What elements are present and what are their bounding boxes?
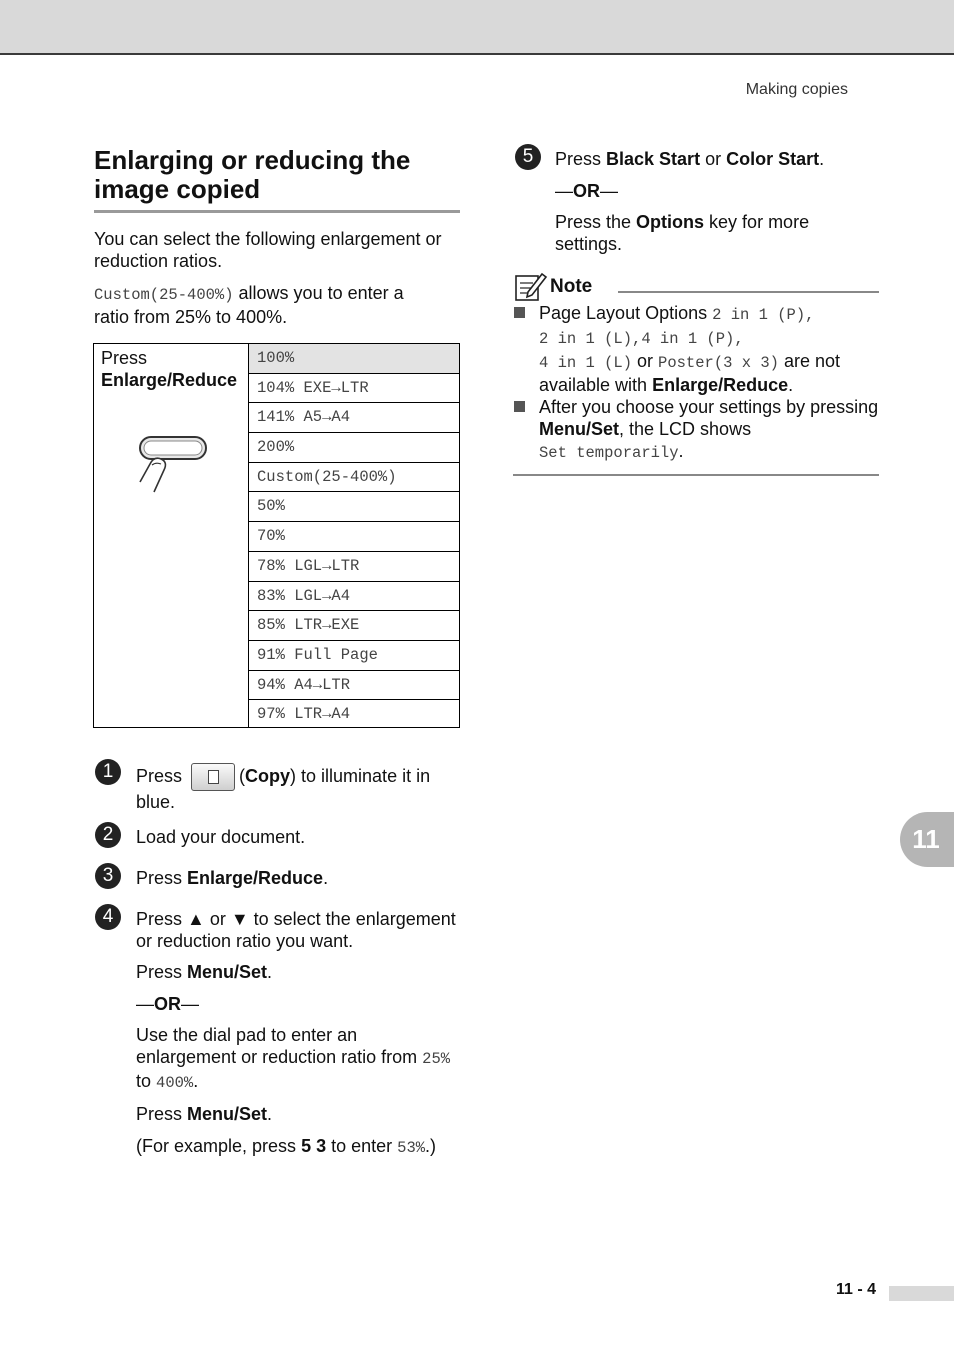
step-4-dial-1: Use the dial pad to enter an: [136, 1025, 358, 1045]
step-4-example: [136, 1135, 466, 1159]
options-text: Press the: [555, 212, 637, 232]
max-ratio: 400%: [156, 1074, 194, 1092]
step-4-press-menu-a: [136, 961, 466, 983]
press-text: Press: [136, 962, 188, 982]
step-1-press: Press: [136, 765, 183, 786]
step-3-text: [136, 867, 328, 889]
step-4-or: [136, 993, 466, 1015]
step-5-text: [555, 148, 875, 255]
custom-text-1: allows you to enter a: [233, 283, 404, 303]
step-4-dial-2: [136, 1046, 466, 1070]
or-text: or: [700, 149, 727, 169]
ratio-option: 94% A4→LTR: [249, 671, 459, 701]
to-text: to: [136, 1071, 157, 1091]
layout-option-code: 2 in 1 (L),4 in 1 (P),: [539, 330, 744, 348]
options-key: Options: [636, 212, 705, 232]
note-pencil-icon: [514, 270, 548, 302]
chapter-tab: 11: [900, 812, 954, 867]
bullet-marker: [514, 401, 525, 412]
or-dash: —: [181, 994, 199, 1014]
example-keys: 5 3: [301, 1136, 327, 1156]
note-bottom-divider: [513, 474, 879, 476]
menu-set-key: Menu/Set: [539, 419, 620, 439]
period: .: [267, 962, 273, 982]
period: .: [193, 1071, 199, 1091]
step-3-end: .: [323, 868, 329, 888]
step-1-rest-2: blue.: [136, 792, 176, 812]
example-end: .): [425, 1136, 437, 1156]
press-label: Press: [101, 348, 148, 368]
ratio-option: 85% LTR→EXE: [249, 611, 459, 641]
note-text: After you choose your settings by pressing: [539, 397, 879, 417]
custom-text-2: ratio from 25% to 400%.: [94, 307, 288, 327]
color-start-key: Color Start: [726, 149, 820, 169]
note-text: , the LCD shows: [619, 419, 752, 439]
or-word: OR: [573, 181, 600, 201]
note-bullet-1: [539, 302, 884, 396]
step-3-press: Press: [136, 868, 188, 888]
enlarge-reduce-key-name: Enlarge/Reduce: [101, 370, 238, 390]
step-4-line-1: Press ▲ or ▼ to select the enlargement: [136, 909, 456, 929]
page-heading: [94, 146, 460, 213]
ratio-option: 200%: [249, 433, 459, 463]
step-4-dial-3: [136, 1070, 466, 1094]
or-dash: —: [136, 994, 154, 1014]
step-5-number: 5: [515, 144, 541, 170]
finger-press-key-icon: [134, 432, 214, 496]
ratio-option: 50%: [249, 492, 459, 522]
period: .: [819, 149, 825, 169]
period: .: [678, 441, 684, 461]
lcd-message: Set temporarily: [539, 444, 679, 462]
layout-option-code: 4 in 1 (L): [539, 354, 633, 372]
ratio-option: Custom(25-400%): [249, 463, 459, 493]
step-5-options-2: settings.: [555, 234, 623, 254]
step-1-text: [136, 763, 466, 813]
note-header: [514, 270, 879, 300]
ratio-option: 70%: [249, 522, 459, 552]
ratio-option: 78% LGL→LTR: [249, 552, 459, 582]
min-ratio: 25%: [422, 1050, 451, 1068]
ratio-option: 83% LGL→A4: [249, 582, 459, 612]
step-1-rest: ) to illuminate it in: [290, 765, 431, 786]
press-text: Press: [136, 1104, 188, 1124]
step-2-text: Load your document.: [136, 827, 306, 847]
step-1-paren: (: [239, 765, 246, 786]
note-text: available with: [539, 375, 653, 395]
example-value: 53%: [397, 1139, 426, 1157]
ratio-option: 91% Full Page: [249, 641, 459, 671]
heading-line-2: image copied: [94, 174, 261, 204]
or-dash: —: [555, 181, 573, 201]
step-4-line-2: or reduction ratio you want.: [136, 931, 354, 951]
enlarge-reduce-key: Enlarge/Reduce: [652, 375, 789, 395]
step-3-key: Enlarge/Reduce: [187, 868, 324, 888]
period: .: [788, 375, 794, 395]
or-word: OR: [154, 994, 181, 1014]
example-text: to enter: [326, 1136, 398, 1156]
ratio-option: 97% LTR→A4: [257, 705, 351, 724]
ratio-option: 104% EXE→LTR: [249, 374, 459, 404]
ratio-table: [93, 343, 460, 728]
black-start-key: Black Start: [606, 149, 701, 169]
ratio-options-list: [249, 344, 459, 730]
copy-key-icon: [191, 763, 235, 791]
step-3-number: 3: [95, 863, 121, 889]
step-2-number: 2: [95, 822, 121, 848]
top-bar: [0, 0, 954, 55]
example-text: (For example, press: [136, 1136, 302, 1156]
step-4-text: [136, 908, 466, 1159]
layout-option-code: Poster(3 x 3): [658, 354, 779, 372]
or-dash: —: [600, 181, 618, 201]
note-bullet-2: [539, 396, 884, 464]
step-5-line-1: [555, 148, 875, 170]
ratio-option: 141% A5→A4: [249, 403, 459, 433]
note-title: Note: [550, 276, 593, 297]
dial-text: enlargement or reduction ratio from: [136, 1047, 423, 1067]
step-5-or: [555, 180, 875, 202]
note-divider: [618, 291, 879, 293]
note-text: Page Layout Options: [539, 303, 713, 323]
step-4-number: 4: [95, 904, 121, 930]
intro-text: You can select the following enlargement or reduction ratios.: [94, 229, 442, 271]
period: .: [267, 1104, 273, 1124]
bullet-marker: [514, 307, 525, 318]
step-5-options-1: [555, 211, 875, 233]
menu-set-key: Menu/Set: [187, 962, 268, 982]
step-4-press-menu-b: [136, 1103, 466, 1125]
ratio-option-selected: 100%: [249, 344, 459, 374]
section-label: Making copies: [745, 81, 848, 98]
options-text: key for more: [704, 212, 810, 232]
custom-code: Custom(25-400%): [94, 286, 234, 304]
page-number: 11 - 4: [836, 1281, 877, 1298]
step-1-copy-key: Copy: [245, 765, 291, 786]
step-1-number: 1: [95, 759, 121, 785]
note-text: are not: [778, 351, 840, 371]
table-press-cell: [94, 344, 249, 727]
layout-option-code: 2 in 1 (P),: [712, 306, 815, 324]
menu-set-key: Menu/Set: [187, 1104, 268, 1124]
press-text: Press: [555, 149, 607, 169]
page-number-bar: [889, 1286, 954, 1301]
or-text: or: [632, 351, 659, 371]
custom-paragraph: [94, 282, 464, 328]
heading-line-1: Enlarging or reducing the: [94, 145, 411, 175]
